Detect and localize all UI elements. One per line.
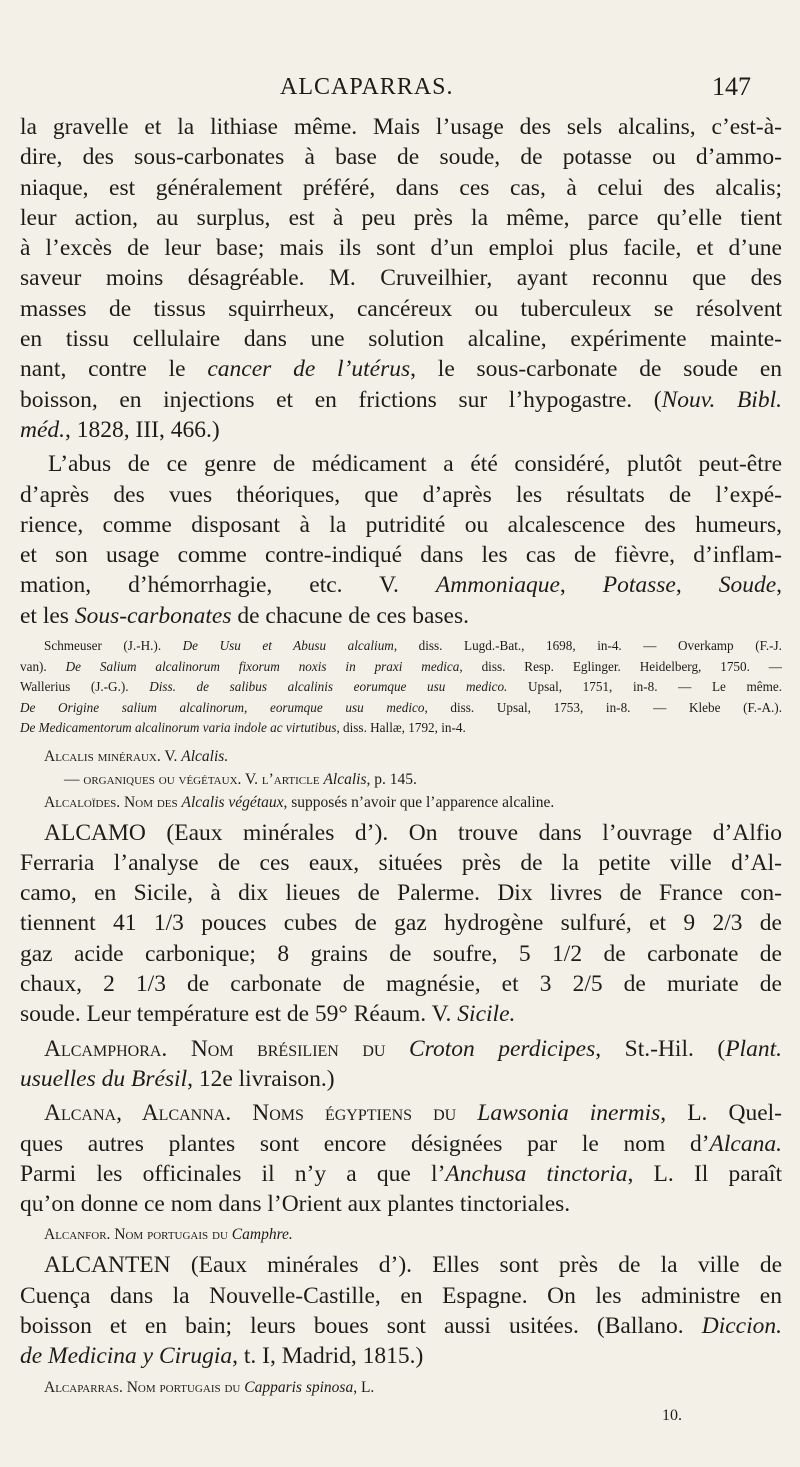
text-line: de Medicina y Cirugia, t. I, Madrid, 1815.)	[20, 1343, 424, 1370]
citation-title: méd.	[20, 416, 66, 443]
dictionary-entry-heading: ALCANTEN (Eaux minérales d’). Elles sont près de la ville de	[44, 1252, 782, 1279]
dictionary-entry: Alcaloïdes. Nom des Alcalis végétaux, supposés n’avoir que l’apparence alcaline.	[44, 793, 555, 811]
text-line: gaz acide carbonique; 8 grains de soufre, 5 1/2 de carbonate de	[20, 940, 782, 967]
text-line: masses de tissus squirrheux, cancéreux ou tuberculeux se résolvent	[20, 295, 782, 322]
text-line: chaux, 2 1/3 de carbonate de magnésie, et 3 2/5 de muriate de	[20, 971, 782, 998]
page-header	[0, 70, 800, 106]
dictionary-entry: — organiques ou végétaux. V. l’article Alcalis, p. 145.	[64, 770, 417, 788]
cross-reference: Sous-carbonates	[74, 602, 232, 629]
dictionary-entry-heading: ALCAMO (Eaux minérales d’). On trouve dans l’ouvrage d’Alfio	[44, 819, 782, 846]
text-line: et son usage comme contre-indiqué dans les cas de fièvre, d’inflam-	[20, 542, 782, 569]
dictionary-entry: Alcana, Alcanna. Noms égyptiens du Lawsonia inermis, L. Quel-	[44, 1100, 782, 1127]
text-line: en tissu cellulaire dans une solution alcaline, expérimente mainte-	[20, 326, 782, 353]
text-line: Cuença dans la Nouvelle-Castille, en Espagne. On les administre en	[20, 1282, 782, 1309]
text-line: mation, d’hémorrhagie, etc. V. Ammoniaque, Potasse, Soude,	[20, 572, 782, 599]
signature-mark: 10.	[662, 1407, 682, 1424]
body-text	[20, 112, 782, 1399]
bibliography-line: van). De Salium alcalinorum fixorum noxis in praxi medica, diss. Resp. Eglinger. Heidelberg, 1750. —	[20, 658, 782, 674]
dictionary-entry: Alcanfor. Nom portugais du Camphre.	[44, 1226, 293, 1244]
italic-term: cancer de l’utérus	[207, 356, 411, 383]
text-line: soude. Leur température est de 59° Réaum. V. Sicile.	[20, 1001, 516, 1028]
text-line: L’abus de ce genre de médicament a été considéré, plutôt peut-être	[48, 451, 782, 478]
page-number: 147	[712, 72, 751, 101]
text-line: leur action, au surplus, est à peu près la même, parce qu’elle tient	[20, 204, 782, 231]
bibliography-line: Schmeuser (J.-H.). De Usu et Abusu alcalium, diss. Lugd.-Bat., 1698, in-4. — Overkamp (F.-J.	[44, 638, 782, 654]
bibliography-line: De Medicamentorum alcalinorum varia indole ac virtutibus, diss. Hallæ, 1792, in-4.	[20, 720, 466, 736]
text-line: boisson, en injections et en frictions sur l’hypogastre. (Nouv. Bibl.	[20, 386, 782, 413]
dictionary-entry: Alcaparras. Nom portugais du Capparis spinosa, L.	[44, 1378, 375, 1396]
dictionary-entry: Alcalis minéraux. V. Alcalis.	[44, 747, 229, 765]
text-line: boisson et en bain; leurs boues sont aussi usitées. (Ballano. Diccion.	[20, 1313, 782, 1339]
text-line: la gravelle et la lithiase même. Mais l’usage des sels alcalins, c’est-à-	[20, 114, 782, 140]
text-line: niaque, est généralement préféré, dans ces cas, à celui des alcalis;	[20, 174, 782, 201]
text-line: camo, en Sicile, à dix lieues de Palerme. Dix livres de France con-	[20, 880, 782, 907]
text-line: saveur moins désagréable. M. Cruveilhier, ayant reconnu que des	[20, 265, 782, 292]
text-line: usuelles du Brésil, 12e livraison.)	[20, 1065, 335, 1092]
text-line: qu’on donne ce nom dans l’Orient aux plantes tinctoriales.	[20, 1191, 571, 1218]
text-line: méd., 1828, III, 466.)	[20, 416, 220, 443]
bibliography-line: De Origine salium alcalinorum, eorumque usu medico, diss. Upsal, 1753, in-8. — Klebe (F.-A.).	[20, 699, 782, 715]
text-line: Parmi les officinales il n’y a que l’Anchusa tinctoria, L. Il paraît	[20, 1160, 782, 1187]
dictionary-entry: Alcamphora. Nom brésilien du Croton perdicipes, St.-Hil. (Plant.	[44, 1035, 782, 1062]
text-line: dire, des sous-carbonates à base de soude, de potasse ou d’ammo-	[20, 144, 782, 171]
text-line: ques autres plantes sont encore désignées par le nom d’Alcana.	[20, 1130, 782, 1157]
citation-title: Nouv. Bibl.	[661, 386, 782, 413]
text-line: tiennent 41 1/3 pouces cubes de gaz hydrogène sulfuré, et 9 2/3 de	[20, 910, 782, 937]
text-line: Ferraria l’analyse de ces eaux, situées près de la petite ville d’Al-	[20, 849, 782, 876]
text-line: et les Sous-carbonates de chacune de ces bases.	[20, 602, 469, 629]
text-line: à l’excès de leur base; mais ils sont d’un emploi plus facile, et d’une	[20, 235, 782, 262]
cross-reference: Potasse	[602, 572, 676, 599]
text-line: nant, contre le cancer de l’utérus, le sous-carbonate de soude en	[20, 356, 782, 383]
bibliography-line: Wallerius (J.-G.). Diss. de salibus alcalinis eorumque usu medico. Upsal, 1751, in-8. — Le même.	[20, 679, 782, 695]
cross-reference: Ammoniaque	[435, 572, 560, 599]
text-line: rience, comme disposant à la putridité ou alcalescence des humeurs,	[20, 511, 782, 538]
running-title: ALCAPARRAS.	[280, 74, 454, 100]
cross-reference: Soude	[718, 572, 777, 599]
text-line: d’après des vues théoriques, que d’après les résultats de l’expé-	[20, 481, 782, 508]
